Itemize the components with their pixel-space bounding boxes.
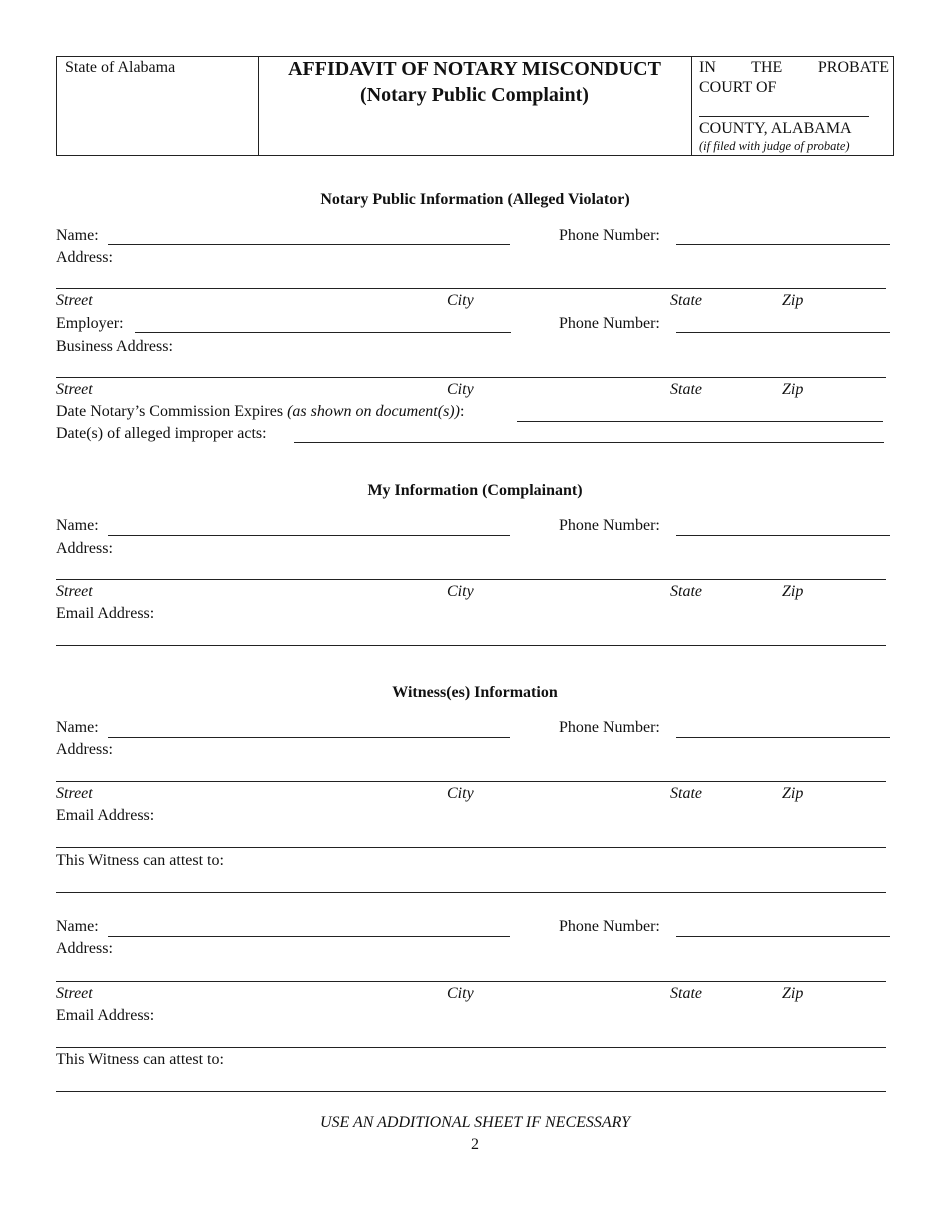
witness2-attest-label: This Witness can attest to: [56,1051,224,1068]
state-caption: State [670,381,702,398]
witness1-phone-field[interactable] [676,737,890,738]
complainant-phone-label: Phone Number: [559,517,660,534]
notary-phone-label: Phone Number: [559,227,660,244]
witness2-name-label: Name: [56,918,99,935]
zip-caption: Zip [782,292,804,309]
witness-section-title: Witness(es) Information [392,684,558,701]
state-caption: State [670,985,702,1002]
notary-address-field[interactable] [56,288,886,289]
witness2-email-field[interactable] [56,1047,886,1048]
notary-phone-field[interactable] [676,244,890,245]
city-caption: City [447,985,474,1002]
city-caption: City [447,292,474,309]
complainant-section-title: My Information (Complainant) [367,482,583,499]
county-label: COUNTY, ALABAMA [699,120,852,137]
witness2-phone-field[interactable] [676,936,890,937]
court-line1: IN THE PROBATE [699,59,889,76]
street-caption: Street [56,381,93,398]
notary-name-field[interactable] [108,244,510,245]
improper-acts-field[interactable] [294,442,884,443]
city-caption: City [447,785,474,802]
witness1-attest-label: This Witness can attest to: [56,852,224,869]
witness1-name-field[interactable] [108,737,510,738]
witness2-name-field[interactable] [108,936,510,937]
state-caption: State [670,292,702,309]
notary-name-label: Name: [56,227,99,244]
state-label: State of Alabama [65,59,176,76]
complainant-address-field[interactable] [56,579,886,580]
notary-address-label: Address: [56,249,113,266]
commission-expires-label: Date Notary’s Commission Expires (as shown on document(s)): [56,403,465,420]
form-title: AFFIDAVIT OF NOTARY MISCONDUCT [288,58,661,80]
state-cell [57,57,259,155]
witness1-email-field[interactable] [56,847,886,848]
business-address-field[interactable] [56,377,886,378]
county-blank [699,116,869,117]
complainant-name-label: Name: [56,517,99,534]
complainant-address-label: Address: [56,540,113,557]
street-caption: Street [56,292,93,309]
street-caption: Street [56,785,93,802]
business-address-label: Business Address: [56,338,173,355]
witness1-phone-label: Phone Number: [559,719,660,736]
witness2-phone-label: Phone Number: [559,918,660,935]
commission-expires-field[interactable] [517,421,883,422]
zip-caption: Zip [782,583,804,600]
witness2-address-label: Address: [56,940,113,957]
page-number: 2 [471,1136,479,1153]
zip-caption: Zip [782,381,804,398]
zip-caption: Zip [782,785,804,802]
form-subtitle: (Notary Public Complaint) [360,84,589,106]
witness1-attest-field[interactable] [56,892,886,893]
complainant-email-label: Email Address: [56,605,155,622]
city-caption: City [447,381,474,398]
court-line2: COURT OF [699,79,777,96]
street-caption: Street [56,583,93,600]
employer-field[interactable] [135,332,511,333]
street-caption: Street [56,985,93,1002]
employer-phone-label: Phone Number: [559,315,660,332]
court-cell [691,57,894,155]
header-box [56,56,894,156]
state-caption: State [670,785,702,802]
improper-acts-label: Date(s) of alleged improper acts: [56,425,267,442]
county-note: (if filed with judge of probate) [699,139,850,153]
witness1-email-label: Email Address: [56,807,155,824]
employer-phone-field[interactable] [676,332,890,333]
additional-sheet-note: USE AN ADDITIONAL SHEET IF NECESSARY [319,1114,631,1131]
witness1-address-label: Address: [56,741,113,758]
zip-caption: Zip [782,985,804,1002]
complainant-name-field[interactable] [108,535,510,536]
witness1-address-field[interactable] [56,781,886,782]
complainant-email-field[interactable] [56,645,886,646]
employer-label: Employer: [56,315,124,332]
witness2-attest-field[interactable] [56,1091,886,1092]
witness1-name-label: Name: [56,719,99,736]
city-caption: City [447,583,474,600]
complainant-phone-field[interactable] [676,535,890,536]
state-caption: State [670,583,702,600]
witness2-email-label: Email Address: [56,1007,155,1024]
witness2-address-field[interactable] [56,981,886,982]
notary-section-title: Notary Public Information (Alleged Violator) [320,191,630,208]
